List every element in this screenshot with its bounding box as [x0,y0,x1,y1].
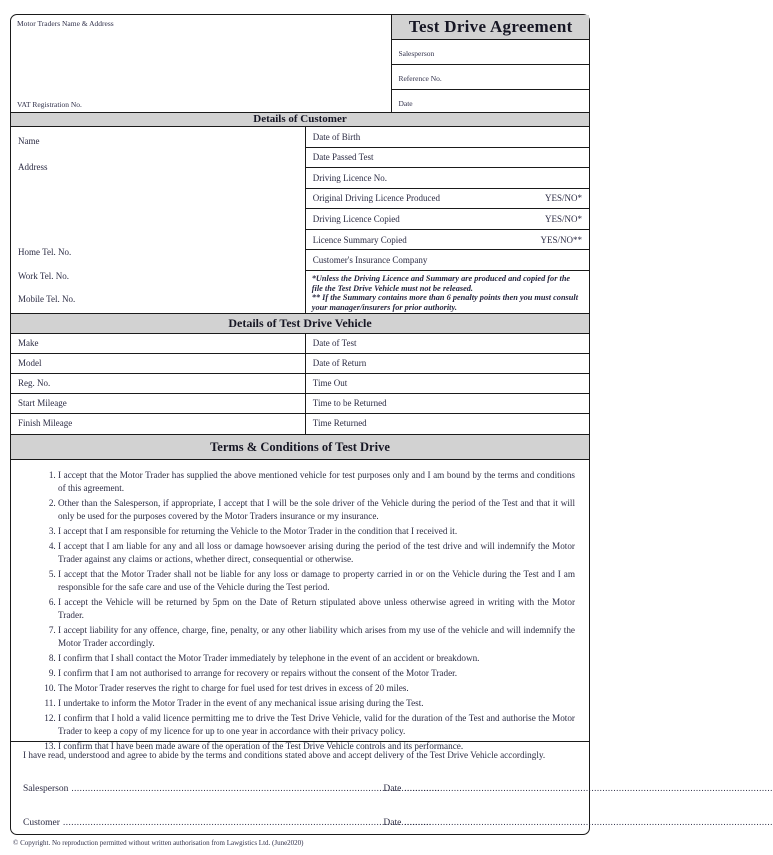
terms-item-10: 10. The Motor Trader reserves the right to charge for fuel used for test drives in excess of 20 miles. [58,682,579,695]
make-field-label: Make [11,334,306,353]
start-mileage-time-returned-row [11,394,589,414]
trader-name-address-label: Motor Traders Name & Address [17,19,114,28]
customer-signature-label: Customer [23,818,60,828]
insurance-company-label: Customer's Insurance Company [312,255,428,266]
copyright-notice: © Copyright. No reproduction permitted without written authorisation from Lawgistics Ltd. (June2020) [13,839,304,847]
declaration-text: I have read, understood and agree to abide by the terms and conditions stated above and accept delivery of the Test Drive Vehicle accordingly. [23,750,546,760]
date-of-return-field-label: Date of Return [312,358,367,368]
salesperson-date-line [404,783,773,794]
name-field-label: Name [18,136,40,146]
licence-summary-copied-option: YES/NO** [540,234,582,245]
make-date-of-test-row [11,334,589,354]
page-title: Test Drive Agreement [392,15,589,40]
driving-licence-no-field [306,168,589,189]
terms-item-4: 4. I accept that I am liable for any and all loss or damage howsoever arising during the period of the test drive and will indemnify the Motor Trader against any claims or actions, whether direct, consequential or otherwise. [58,540,579,566]
terms-item-8: 8. I confirm that I shall contact the Motor Trader immediately by telephone in the event of an accident or breakdown. [58,652,579,665]
terms-item-7: 7. I accept liability for any offence, charge, fine, penalty, or any other liability which arises from my use of the vehicle and will indemnify the Motor Trader accordingly. [58,624,579,650]
customer-right-column [306,127,589,313]
salesperson-signature-label: Salesperson [23,784,69,794]
terms-item-3: 3. I accept that I am responsible for returning the Vehicle to the Motor Trader in the condition that I received it. [58,525,579,538]
date-of-birth-field [306,127,589,148]
signature-section [11,741,589,834]
licence-summary-copied-field [306,230,589,251]
date-passed-test-label: Date Passed Test [312,152,374,163]
vat-registration-label: VAT Registration No. [17,100,82,109]
customer-date-label: Date [383,818,402,828]
customer-left-cell [11,127,306,313]
licence-release-note [306,271,589,313]
date-field [392,90,589,114]
work-tel-field-label: Work Tel. No. [18,271,69,281]
date-field-label: Date [398,99,413,108]
original-licence-produced-option: YES/NO* [544,193,582,204]
reg-no-field-label: Reg. No. [11,374,306,393]
finish-mileage-time-returned-row [11,414,589,434]
original-licence-produced-field [306,189,589,210]
licence-release-note-line-2: ** If the Summary contains more than 6 penalty points then you must consult your manager/insurers for prior authority. [311,293,579,313]
model-date-of-return-row [11,354,589,374]
original-licence-produced-label: Original Driving Licence Produced [312,193,440,204]
time-out-field-label: Time Out [312,378,348,388]
reg-no-time-out-row [11,374,589,394]
trader-name-address-cell [11,15,392,112]
terms-item-1: 1. I accept that the Motor Trader has supplied the above mentioned vehicle for test purposes only and I am bound by the terms and conditions of this agreement. [58,469,579,495]
test-drive-agreement-form [10,14,590,835]
licence-copied-label: Driving Licence Copied [312,213,400,224]
terms-item-9: 9. I confirm that I am not authorised to arrange for recovery or repairs without the consent of the Motor Trader. [58,667,579,680]
model-field-label: Model [11,354,306,373]
salesperson-signature-row [23,783,577,794]
customer-date-line [404,817,773,828]
driving-licence-no-label: Driving Licence No. [312,172,387,183]
customer-signature-row [23,817,577,828]
header-right-column [392,15,589,112]
home-tel-field-label: Home Tel. No. [18,247,72,257]
insurance-company-field [306,250,589,271]
terms-item-6: 6. I accept the Vehicle will be returned by 5pm on the Date of Return stipulated above unless otherwise agreed in writing with the Motor Trader. [58,596,579,622]
time-to-be-returned-field-label: Time to be Returned [312,398,387,408]
customer-signature-line [63,817,432,828]
terms-item-5: 5. I accept that the Motor Trader shall not be liable for any loss or damage to property carried in or on the Vehicle during the Test and I am responsible for the safe care and use of the Vehicle during the Test period. [58,568,579,594]
vehicle-details-section [11,334,589,434]
form-header [11,15,589,112]
terms-item-13: 13. I confirm that I have been made aware of the operation of the Test Drive Vehicle controls and its performance. [58,740,579,753]
terms-item-12: 12. I confirm that I hold a valid licence permitting me to drive the Test Drive Vehicle, valid for the duration of the Test and authorise the Motor Trader to keep a copy of my licence for up to one year in accordance with their privacy policy. [58,712,579,738]
address-field-label: Address [18,162,48,172]
date-of-birth-label: Date of Birth [312,131,361,142]
finish-mileage-field-label: Finish Mileage [11,414,306,434]
licence-summary-copied-label: Licence Summary Copied [312,234,407,245]
terms-item-2: 2. Other than the Salesperson, if appropriate, I accept that I will be the sole driver of the Vehicle during the period of the Test and that it will only be used for the purposes covered by the Motor Traders insurance or my insurance. [58,497,579,523]
reference-no-field-label: Reference No. [398,74,442,83]
terms-list [11,469,579,753]
time-returned-field-label: Time Returned [312,418,367,428]
terms-section [11,460,589,751]
salesperson-date-label: Date [383,784,402,794]
customer-details-section [11,127,589,313]
licence-release-note-line-1: *Unless the Driving Licence and Summary are produced and copied for the file the Test Drive Vehicle must not be released. [311,273,571,293]
terms-item-11: 11. I undertake to inform the Motor Trader in the event of any mechanical issue arising during the Test. [58,697,579,710]
date-of-test-field-label: Date of Test [312,338,357,348]
salesperson-field-label: Salesperson [398,49,435,58]
section-header-vehicle: Details of Test Drive Vehicle [11,313,589,334]
date-passed-test-field [306,148,589,169]
start-mileage-field-label: Start Mileage [11,394,306,413]
mobile-tel-field-label: Mobile Tel. No. [18,294,76,304]
section-header-terms: Terms & Conditions of Test Drive [11,434,589,460]
licence-copied-field [306,209,589,230]
section-header-customer: Details of Customer [11,112,589,127]
reference-no-field [392,65,589,90]
salesperson-field [392,40,589,65]
licence-copied-option: YES/NO* [544,213,582,224]
